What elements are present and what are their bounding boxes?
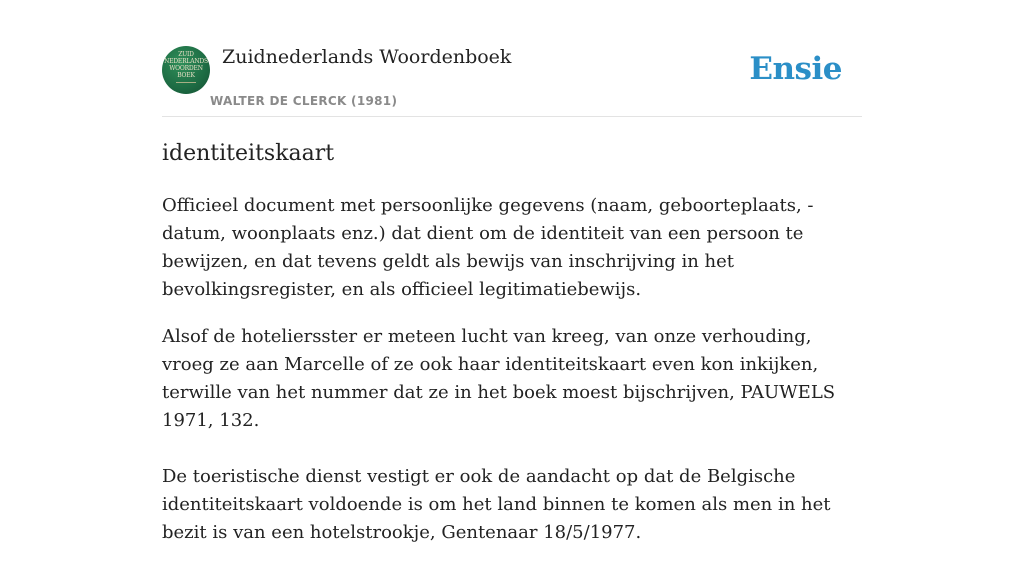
book-author: WALTER DE CLERCK (1981) [210, 94, 398, 108]
entry-definition: Officieel document met persoonlijke gegevens (naam, geboorteplaats, -datum, woonplaats enz.) dat dient om de identiteit van een persoon te bewijzen, en dat tevens geldt als bewijs van inschrijving in het bevolkingsregister, en als officieel legitimatiebewijs. [162, 195, 814, 300]
entry-quote: Alsof de hoteliersster er meteen lucht van kreeg, van onze verhouding, vroeg ze aan Marcelle of ze ook haar identiteitskaart even kon inkijken, terwille van het nummer dat ze in het boek moest bijschrijven, PAUWELS 1971, 132. [162, 326, 836, 431]
entry-content [162, 192, 866, 575]
logo-rule [176, 82, 196, 83]
entry-title: identiteitskaart [162, 141, 335, 166]
ensie-logo-link[interactable]: Ensie [749, 51, 842, 87]
book-cover-logo[interactable] [162, 46, 210, 94]
site-header [162, 42, 862, 117]
book-title-link[interactable]: Zuidnederlands Woordenboek [222, 46, 512, 68]
logo-text: ZUID NEDERLANDS WOORDEN BOEK [164, 51, 208, 79]
entry-quote: De toeristische dienst vestigt er ook de aandacht op dat de Belgische identiteitskaart voldoende is om het land binnen te komen als men in het bezit is van een hotelstrookje, Gentenaar 18/5/1977. [162, 466, 831, 543]
